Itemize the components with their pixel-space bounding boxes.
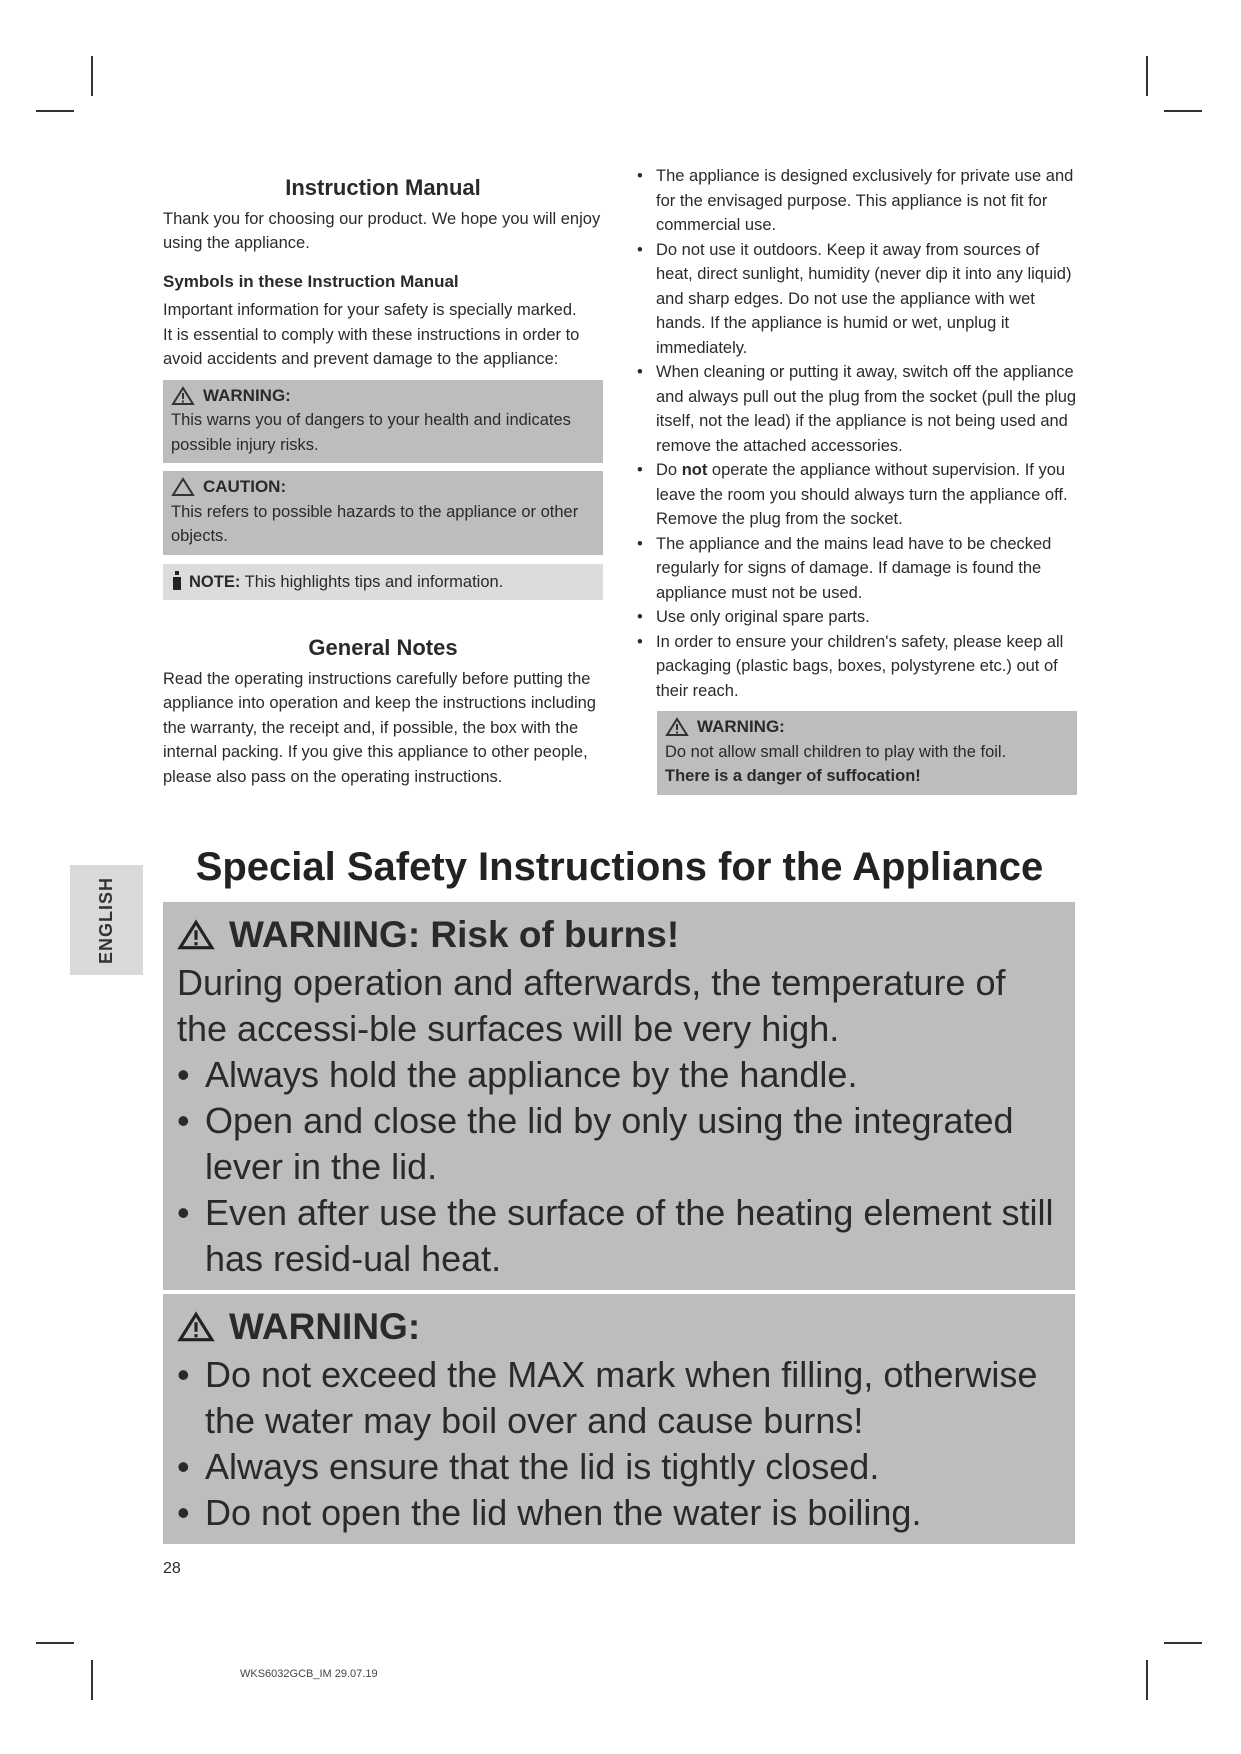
crop-mark	[1164, 1642, 1202, 1644]
crop-mark	[91, 56, 93, 96]
special-safety-title: Special Safety Instructions for the Appliance	[195, 845, 1044, 889]
warning-triangle-icon	[177, 1311, 215, 1343]
filling-warning-list	[177, 1352, 1061, 1536]
list-item: • Do not open the lid when the water is boiling.	[177, 1490, 1061, 1536]
language-tab	[70, 865, 143, 975]
bullet-bold-text: not	[681, 461, 708, 479]
burns-warning-box	[163, 902, 1075, 1290]
caution-box-title: CAUTION:	[203, 477, 287, 496]
page-number: 28	[163, 1560, 181, 1577]
note-box	[163, 564, 603, 601]
note-label: NOTE:	[189, 572, 241, 591]
symbols-heading: Symbols in these Instruction Manual	[163, 271, 459, 291]
left-column	[163, 176, 603, 789]
crop-mark	[91, 1660, 93, 1700]
footer-code: WKS6032GCB_IM 29.07.19	[240, 1668, 378, 1680]
list-item: • Use only original spare parts.	[637, 605, 1077, 630]
warning-triangle-icon	[171, 386, 195, 406]
filling-warning-title: WARNING:	[229, 1306, 421, 1347]
list-item: • Even after use the surface of the heating element still has resid-ual heat.	[177, 1190, 1061, 1282]
list-item: • Open and close the lid by only using the integrated lever in the lid.	[177, 1098, 1061, 1190]
list-item: • The appliance and the mains lead have to be checked regularly for signs of damage. If damage is found the appliance must not be used.	[637, 532, 1077, 606]
bullet-text: Do	[656, 461, 682, 479]
burns-warning-list	[177, 1052, 1061, 1282]
general-notes-heading: General Notes	[308, 635, 458, 660]
crop-mark	[36, 1642, 74, 1644]
list-item: • Do not exceed the MAX mark when filling, otherwise the water may boil over and cause burns!	[177, 1352, 1061, 1444]
warning-box-text: Do not allow small children to play with the foil.	[665, 742, 1007, 761]
warning-triangle-icon	[665, 717, 689, 737]
burns-warning-text: During operation and afterwards, the temperature of the accessi-ble surfaces will be very high.	[177, 962, 1006, 1049]
symbols-text-2: It is essential to comply with these instructions in order to avoid accidents and prevent damage to the appliance:	[163, 325, 580, 368]
crop-mark	[1164, 110, 1202, 112]
symbols-text-1: Important information for your safety is specially marked.	[163, 301, 577, 319]
list-item: • In order to ensure your children's safety, please keep all packaging (plastic bags, boxes, polystyrene etc.) out of their reach.	[637, 630, 1077, 704]
general-notes-text: Read the operating instructions carefully before putting the appliance into operation and keep the instructions including the warranty, the receipt and, if possible, the box with the internal packing. If you give this appliance to other people, please also pass on the operating instructions.	[163, 669, 596, 786]
safety-bullet-list	[637, 164, 1077, 703]
list-item: • The appliance is designed exclusively for private use and for the envisaged purpose. This appliance is not fit for commercial use.	[637, 164, 1077, 238]
list-item: • Always hold the appliance by the handle.	[177, 1052, 1061, 1098]
instruction-manual-heading: Instruction Manual	[285, 175, 481, 200]
bullet-text: operate the appliance without supervision. If you leave the room you should always turn the appliance off. Remove the plug from the socket.	[656, 461, 1068, 528]
warning-box	[163, 380, 603, 464]
suffocation-warning-box	[657, 711, 1077, 795]
list-item	[637, 458, 1077, 532]
caution-box-text: This refers to possible hazards to the appliance or other objects.	[171, 502, 579, 545]
list-item: • Always ensure that the lid is tightly closed.	[177, 1444, 1061, 1490]
right-column	[637, 164, 1077, 795]
crop-mark	[1146, 56, 1148, 96]
warning-box-title: WARNING:	[203, 385, 291, 405]
intro-text: Thank you for choosing our product. We hope you will enjoy using the appliance.	[163, 209, 601, 252]
burns-warning-title: WARNING: Risk of burns!	[229, 914, 680, 955]
language-tab-label: ENGLISH	[96, 876, 117, 964]
caution-triangle-icon	[171, 477, 195, 497]
warning-box-text: This warns you of dangers to your health and indicates possible injury risks.	[171, 411, 571, 454]
warning-box-title: WARNING:	[697, 717, 785, 736]
info-icon	[171, 571, 183, 591]
filling-warning-box	[163, 1294, 1075, 1544]
list-item: • Do not use it outdoors. Keep it away from sources of heat, direct sunlight, humidity (never dip it into any liquid) and sharp edges. Do not use the appliance with wet hands. If the appliance is humid or wet, unplug it immediately.	[637, 238, 1077, 361]
note-text: This highlights tips and information.	[244, 572, 504, 591]
warning-box-bold-text: There is a danger of suffocation!	[665, 767, 921, 785]
crop-mark	[36, 110, 74, 112]
caution-box	[163, 471, 603, 555]
crop-mark	[1146, 1660, 1148, 1700]
list-item: • When cleaning or putting it away, switch off the appliance and always pull out the plug from the socket (pull the plug itself, not the lead) if the appliance is not being used and remove the attached accessories.	[637, 360, 1077, 458]
warning-triangle-icon	[177, 919, 215, 951]
